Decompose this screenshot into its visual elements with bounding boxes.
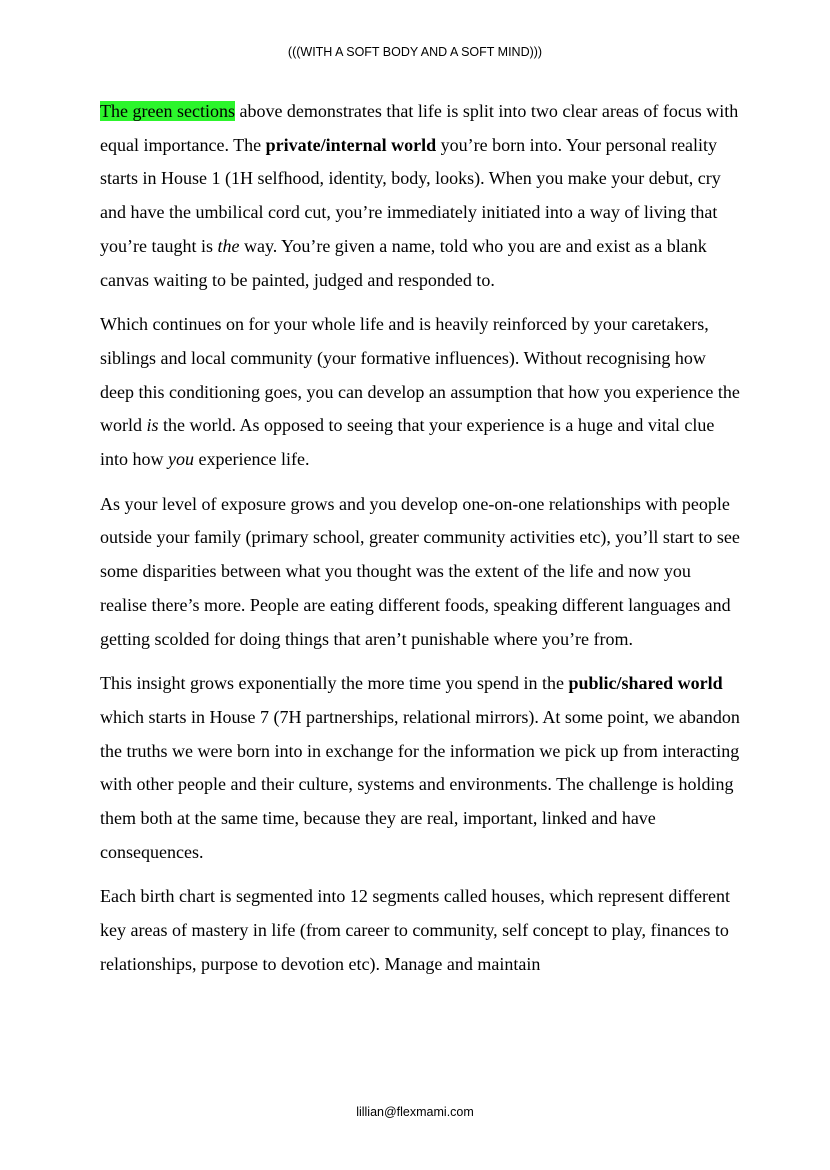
paragraph-1-text-3: way. You’re given a name, told who you are and exist as a blank canvas waiting to be painted, judged and responded to. (100, 235, 707, 290)
paragraph-2 (100, 308, 740, 477)
you-italic: you (168, 449, 195, 470)
paragraph-2-text-2: the world. As opposed to seeing that your experience is a huge and vital clue into how (100, 415, 715, 470)
paragraph-3 (100, 488, 740, 657)
paragraph-4-text-2: which starts in House 7 (7H partnerships, relational mirrors). At some point, we abandon the truths we were born into in exchange for the information we pick up from interacting with other people and their culture, systems and environments. The challenge is holding them both at the same time, because they are real, important, linked and have consequences. (100, 706, 740, 862)
paragraph-5-text-1: Each birth chart is segmented into 12 segments called houses, which represent different key areas of mastery in life (from career to community, self concept to play, finances to relationships, purpose to devotion etc). Manage and maintain (100, 886, 730, 974)
paragraph-5 (100, 880, 740, 981)
highlighted-text: The green sections (100, 101, 235, 121)
paragraph-2-text-1: Which continues on for your whole life and is heavily reinforced by your caretakers, siblings and local community (your formative influences). Without recognising how deep this conditioning goes, you can develop an assumption that how you experience the world (100, 314, 740, 436)
private-internal-world-bold: private/internal world (265, 134, 437, 155)
paragraph-4 (100, 667, 740, 869)
paragraph-1-text-2: you’re born into. Your personal reality starts in House 1 (1H selfhood, identity, body, looks). When you make your debut, cry and have the umbilical cord cut, you’re immediately initiated into a way of living that you’re taught is (100, 134, 721, 256)
header-title: (((WITH A SOFT BODY AND A SOFT MIND))) (287, 45, 543, 59)
page-footer (0, 1105, 830, 1119)
is-italic: is (146, 415, 159, 436)
page-header (0, 45, 830, 59)
public-shared-world-bold: public/shared world (568, 673, 723, 694)
paragraph-4-text-1: This insight grows exponentially the more time you spend in the (100, 673, 569, 694)
document-body (100, 95, 740, 993)
paragraph-1 (100, 95, 740, 297)
the-italic: the (217, 235, 240, 256)
paragraph-2-text-3: experience life. (194, 449, 310, 470)
paragraph-1-text-1: above demonstrates that life is split into two clear areas of focus with equal importance. The (100, 101, 739, 155)
paragraph-3-text-1: As your level of exposure grows and you develop one-on-one relationships with people outside your family (primary school, greater community activities etc), you’ll start to see some disparities between what you thought was the extent of the life and now you realise there’s more. People are eating different foods, speaking different languages and getting scolded for doing things that aren’t punishable where you’re from. (100, 493, 740, 649)
footer-email: lillian@flexmami.com (356, 1105, 474, 1119)
